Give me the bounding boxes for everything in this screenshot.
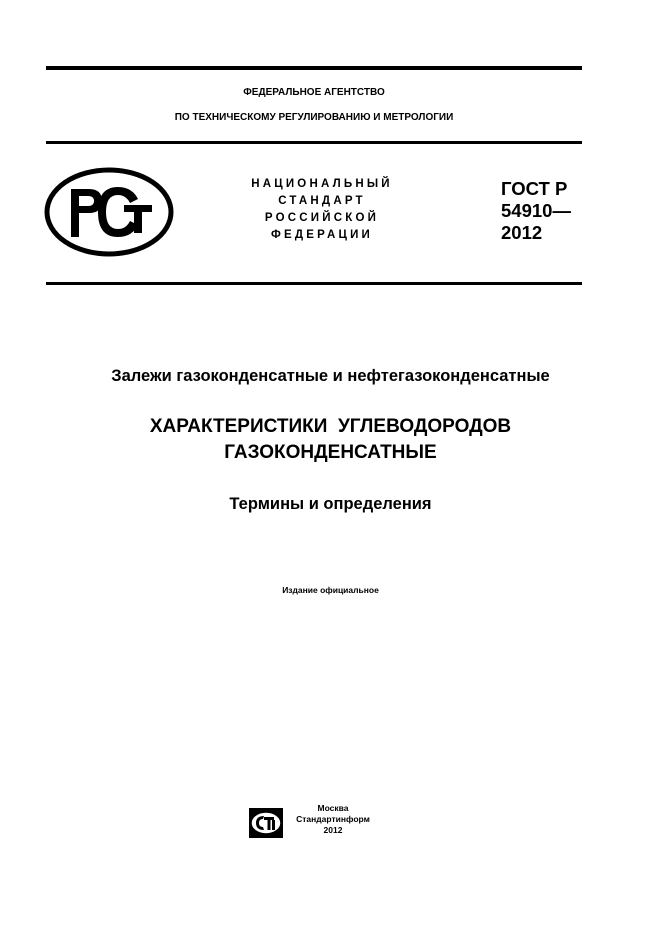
publisher-block: [292, 803, 374, 836]
designation-line-3: 2012: [501, 222, 543, 243]
national-standard-line-2: СТАНДАРТ: [278, 195, 366, 207]
header-rule: [46, 141, 582, 144]
designation-line-1: ГОСТ Р: [501, 178, 568, 199]
standartinform-logo-icon: [246, 807, 286, 839]
document-main-title: Залежи газоконденсатные и нефтегазоконденсатные: [111, 367, 550, 385]
agency-line-1: ФЕДЕРАЛЬНОЕ АГЕНТСТВО: [243, 87, 385, 98]
publisher-city: Москва: [317, 803, 349, 813]
header-bottom-rule: [46, 282, 582, 285]
terms-title: Термины и определения: [229, 495, 432, 513]
national-standard-label: [222, 176, 422, 244]
subtitle-line-2: ГАЗОКОНДЕНСАТНЫЕ: [224, 442, 437, 463]
national-standard-line-3: РОССИЙСКОЙ: [264, 212, 380, 224]
subtitle-line-1: ХАРАКТЕРИСТИКИ УГЛЕВОДОРОДОВ: [149, 416, 512, 437]
edition-note: Издание официальное: [282, 585, 379, 595]
designation-line-2: 54910—: [501, 200, 571, 221]
publisher-year: 2012: [323, 825, 343, 835]
national-standard-line-1: НАЦИОНАЛЬНЫЙ: [251, 178, 393, 190]
national-standard-line-4: ФЕДЕРАЦИИ: [270, 229, 374, 241]
top-rule: [46, 66, 582, 70]
document-subtitle: [0, 414, 661, 466]
agency-line-2: ПО ТЕХНИЧЕСКОМУ РЕГУЛИРОВАНИЮ И МЕТРОЛОГИИ: [174, 112, 454, 123]
standard-designation: [501, 178, 571, 244]
publisher-name: Стандартинформ: [296, 814, 370, 824]
rst-certification-mark-icon: [44, 167, 174, 257]
